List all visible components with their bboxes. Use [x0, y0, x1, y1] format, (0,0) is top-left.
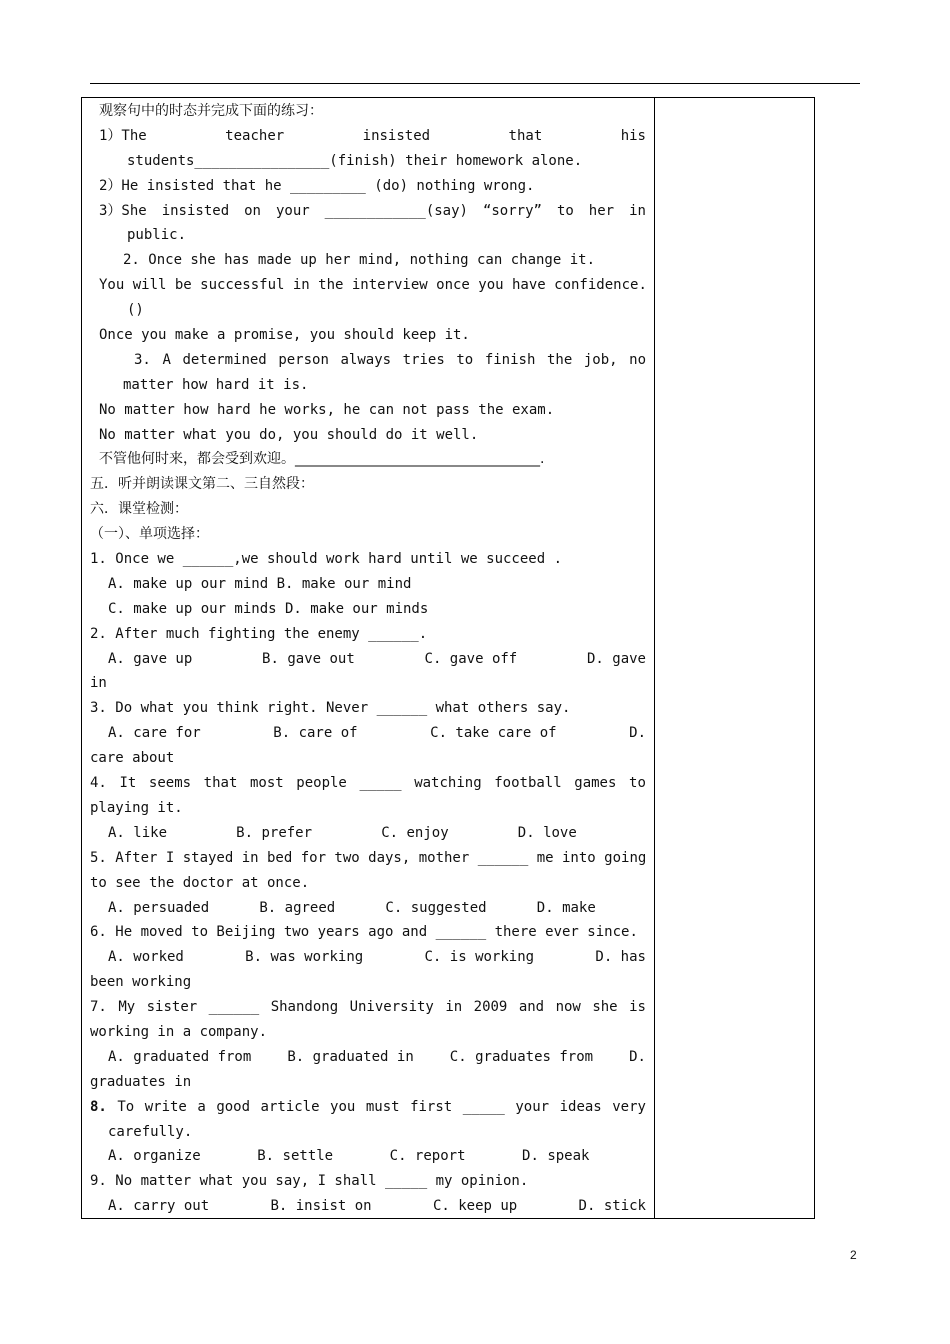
word: determined — [182, 351, 267, 368]
text-line: care about — [90, 750, 175, 767]
word: D. — [629, 1048, 646, 1065]
word: write — [144, 1098, 187, 1115]
text-line: graduates in — [90, 1073, 192, 1090]
text-line: C. make up our minds D. make our minds — [108, 600, 429, 617]
word: good — [216, 1098, 251, 1115]
text-line: to see the doctor at once. — [90, 874, 310, 891]
text-line: () — [127, 302, 144, 319]
text-line: playing it. — [90, 799, 183, 816]
word: D. stick — [578, 1198, 646, 1215]
word: a — [197, 1098, 206, 1115]
word: D. — [629, 725, 646, 742]
text-line: 2）He insisted that he _________ (do) nothing wrong. — [99, 177, 535, 194]
word: D. speak — [522, 1148, 590, 1165]
word: article — [260, 1098, 320, 1115]
word: 8. — [90, 1098, 107, 1115]
worksheet-content — [90, 99, 646, 1219]
word: A. worked — [108, 949, 184, 966]
word: C. report — [389, 1148, 466, 1165]
word: 3）She — [99, 202, 147, 219]
word: ideas — [559, 1098, 602, 1115]
word: C. enjoy — [381, 824, 449, 841]
word: Shandong — [270, 999, 339, 1016]
text-line: 2. Once she has made up her mind, nothing can change it. — [123, 252, 596, 269]
word: D. gave — [586, 650, 646, 667]
word: job, — [583, 351, 618, 368]
word: to — [556, 202, 574, 219]
text-line — [90, 199, 646, 224]
text-line: been working — [90, 974, 192, 991]
word: ______ — [208, 999, 260, 1016]
word: to — [456, 351, 474, 368]
word: B. settle — [257, 1148, 334, 1165]
text-line — [90, 721, 646, 746]
word: C. graduates from — [449, 1048, 594, 1065]
word: C. suggested — [385, 899, 487, 916]
word: 2009 — [473, 999, 508, 1016]
word: A. care for — [108, 725, 201, 742]
text-line — [90, 1045, 646, 1070]
text-line — [90, 1095, 646, 1120]
word: 7. — [90, 999, 107, 1016]
word: she — [592, 999, 618, 1016]
word: seems — [148, 775, 192, 792]
word: A. gave up — [108, 650, 193, 667]
word: 1）The — [99, 127, 147, 144]
header-rule — [90, 83, 860, 84]
word: person — [278, 351, 329, 368]
word: B. prefer — [236, 824, 313, 841]
word: teacher — [225, 127, 285, 144]
word: and — [518, 999, 545, 1016]
word: ____________(say) — [324, 202, 468, 219]
text-line: students________________(finish) their homework alone. — [127, 152, 583, 169]
word: _____ — [359, 775, 402, 792]
word: in — [629, 202, 646, 219]
word: A. persuaded — [108, 899, 210, 916]
word: B. insist on — [270, 1198, 372, 1215]
text-line: public. — [127, 227, 187, 244]
text-line: 观察句中的时态并完成下面的练习： — [99, 103, 323, 119]
text-line: 六．课堂检测： — [90, 501, 188, 518]
word: on — [244, 202, 261, 219]
word: football — [494, 775, 562, 792]
text-line — [90, 821, 646, 846]
word: you — [330, 1098, 356, 1115]
word: 4. — [90, 775, 107, 792]
word: that — [203, 775, 238, 792]
word: C. is working — [424, 949, 535, 966]
word: his — [620, 127, 646, 144]
text-line — [90, 647, 646, 672]
word: your — [275, 202, 310, 219]
word: tries — [402, 351, 445, 368]
text-line — [90, 124, 646, 149]
word: University — [349, 999, 434, 1016]
word: no — [629, 351, 646, 368]
word: B. was working — [245, 949, 364, 966]
text-line: （一）、单项选择： — [90, 526, 209, 543]
word: that — [508, 127, 543, 144]
word: “sorry” — [482, 202, 542, 219]
text-line: carefully. — [108, 1123, 193, 1140]
word: A. carry out — [108, 1198, 210, 1215]
word: is — [629, 999, 646, 1016]
word: B. gave out — [262, 650, 355, 667]
text-line: 3. Do what you think right. Never ______ what others say. — [90, 700, 571, 717]
text-line — [90, 771, 646, 796]
word: D. make — [536, 899, 596, 916]
word: 3. — [134, 351, 151, 368]
word: _____ — [462, 1098, 505, 1115]
text-line: 9. No matter what you say, I shall _____ my opinion. — [90, 1173, 529, 1190]
word: D. love — [517, 824, 577, 841]
word: To — [117, 1098, 135, 1115]
word: very — [612, 1098, 646, 1115]
word: A. organize — [108, 1148, 201, 1165]
text-line: Once you make a promise, you should keep it. — [99, 327, 470, 344]
text-line: 不管他何时来，都会受到欢迎。___________________________________. — [99, 451, 545, 468]
word: games — [574, 775, 617, 792]
word: first — [410, 1098, 453, 1115]
table-column-divider — [654, 97, 655, 1219]
text-line — [90, 1194, 646, 1219]
word: now — [555, 999, 581, 1016]
text-line — [90, 348, 646, 373]
word: people — [296, 775, 347, 792]
word: most — [249, 775, 284, 792]
word: her — [588, 202, 615, 219]
text-line: 5. After I stayed in bed for two days, mother ______ me into going — [90, 849, 647, 866]
word: sister — [146, 999, 198, 1016]
word: D. has — [595, 949, 646, 966]
text-line: working in a company. — [90, 1023, 268, 1040]
word: watching — [414, 775, 482, 792]
word: must — [365, 1098, 400, 1115]
word: to — [629, 775, 646, 792]
page-number: 2 — [850, 1248, 857, 1262]
word: A. graduated from — [108, 1048, 252, 1065]
text-line: A. make up our mind B. make our mind — [108, 575, 412, 592]
word: A — [162, 351, 171, 368]
text-line: 2. After much fighting the enemy ______. — [90, 625, 428, 642]
word: always — [340, 351, 392, 368]
word: My — [118, 999, 136, 1016]
word: in — [445, 999, 463, 1016]
text-line: 五．听并朗读课文第二、三自然段： — [90, 476, 314, 493]
text-line: 6. He moved to Beijing two years ago and ______ there ever since. — [90, 924, 638, 941]
text-line — [90, 896, 646, 921]
text-line: No matter how hard he works, he can not pass the exam. — [99, 401, 555, 418]
word: C. gave off — [424, 650, 518, 667]
word: finish — [484, 351, 536, 368]
word: A. like — [108, 824, 168, 841]
text-line: matter how hard it is. — [123, 376, 309, 393]
word: insisted — [362, 127, 431, 144]
word: insisted — [161, 202, 230, 219]
word: It — [119, 775, 137, 792]
text-line — [90, 995, 646, 1020]
text-line: 1. Once we ______,we should work hard until we succeed . — [90, 551, 563, 568]
text-line — [90, 945, 646, 970]
word: the — [546, 351, 573, 368]
word: B. care of — [273, 725, 358, 742]
text-line: No matter what you do, you should do it well. — [99, 426, 479, 443]
word: C. keep up — [432, 1198, 518, 1215]
text-line: in — [90, 675, 107, 692]
word: B. agreed — [259, 899, 336, 916]
text-line: You will be successful in the interview once you have confidence. — [99, 277, 647, 294]
word: B. graduated in — [287, 1048, 414, 1065]
word: C. take care of — [430, 725, 557, 742]
word: your — [515, 1098, 550, 1115]
text-line — [90, 1144, 646, 1169]
